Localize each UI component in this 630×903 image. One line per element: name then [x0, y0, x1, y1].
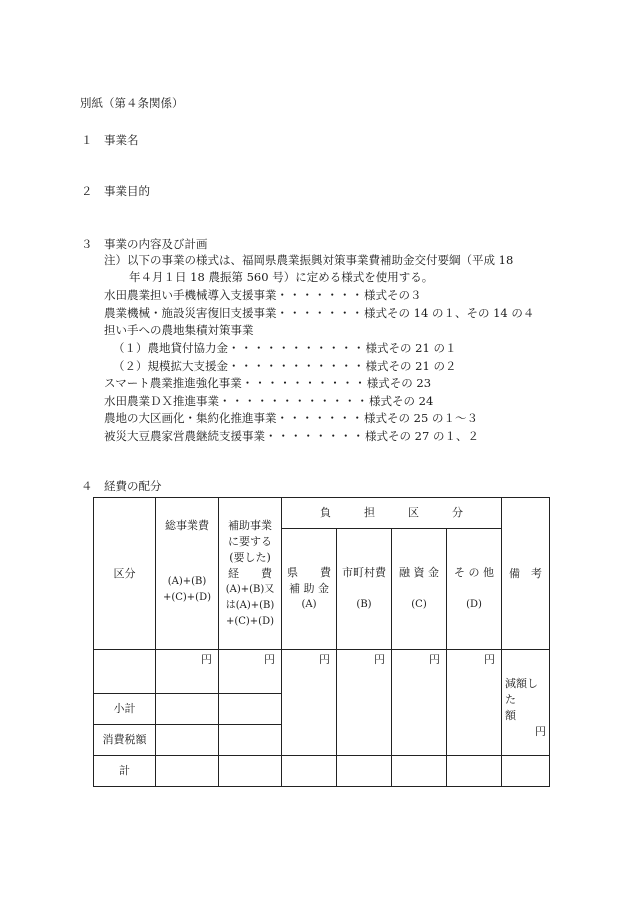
header-pref-line2: 補 助 金 — [289, 582, 329, 595]
list-item — [104, 392, 433, 410]
leader-dots: ・・・・・・・・・・ — [241, 376, 367, 390]
row-tax-label: 消費税額 — [94, 725, 156, 756]
remarks-yen: 円 — [535, 725, 546, 738]
item-form: 様式その 27 の１、２ — [365, 429, 479, 443]
leader-dots: ・・・・・・・・・・・ — [228, 359, 366, 373]
header-subsidy-cost — [219, 498, 282, 650]
item-form: 様式その 14 の１、その 14 の４ — [364, 306, 535, 320]
cell-grand-city — [337, 756, 392, 787]
header-other-line2: (D) — [466, 599, 482, 610]
section-4-label: 経費の配分 — [104, 479, 162, 493]
list-item — [104, 427, 479, 445]
cell-other-yen: 円 — [447, 650, 502, 756]
item-label: 担い手への農地集積対策事業 — [104, 323, 254, 337]
leader-dots: ・・・・・・・ — [276, 306, 364, 320]
item-label: 被災大豆農家営農継続支援事業 — [104, 429, 265, 443]
item-form: 様式その３ — [364, 288, 422, 302]
section-3-label: 事業の内容及び計画 — [104, 237, 208, 251]
note-line-1: 注）以下の事業の様式は、福岡県農業振興対策事業費補助金交付要綱（平成 18 — [104, 253, 514, 267]
item-label: 農業機械・施設災害復旧支援事業 — [104, 306, 277, 320]
cost-allocation-table — [93, 497, 550, 787]
header-loan-line1: 融 資 金 — [399, 566, 439, 579]
header-sub-line5: (A)+(B)又 — [225, 584, 275, 595]
header-city-line2: (B) — [356, 599, 372, 610]
section-1-label: 事業名 — [104, 133, 139, 147]
header-city-line1: 市町村費 — [342, 566, 386, 579]
header-pref-line1: 県 費 — [287, 566, 331, 579]
remarks-line1: 減額した — [505, 677, 538, 706]
item-label: 農地の大区画化・集約化推進事業 — [104, 411, 277, 425]
page-title: 別紙（第４条関係） — [80, 96, 184, 110]
cell-grand-loan — [392, 756, 447, 787]
header-total-line3: +(C)+(D) — [162, 592, 212, 603]
cell-grand-other — [447, 756, 502, 787]
cell-city-yen: 円 — [337, 650, 392, 756]
header-loan — [392, 529, 447, 650]
list-item — [104, 321, 254, 339]
list-item — [113, 339, 456, 357]
cell-grand-total — [156, 756, 219, 787]
header-sub-line7: +(C)+(D) — [225, 616, 275, 627]
cell-subtotal-total — [156, 694, 219, 725]
list-item — [104, 304, 534, 322]
header-prefecture — [282, 529, 337, 650]
header-sub-line2: に要する — [228, 535, 272, 548]
cell-loan-yen: 円 — [392, 650, 447, 756]
cell-subsidy-yen: 円 — [219, 650, 282, 694]
header-sub-line3: (要した) — [229, 551, 271, 564]
item-form: 様式その 24 — [369, 394, 434, 408]
cell-subtotal-subsidy — [219, 694, 282, 725]
cell-tax-subsidy — [219, 725, 282, 756]
item-label: （１）農地貸付協力金 — [113, 341, 228, 355]
section-2-number: ２ — [81, 184, 93, 198]
item-form: 様式その 25 の１～３ — [364, 411, 478, 425]
leader-dots: ・・・・・・・ — [276, 411, 364, 425]
header-municipality — [337, 529, 392, 650]
leader-dots: ・・・・・・・・ — [265, 429, 365, 443]
list-item — [104, 374, 431, 392]
item-label: 水田農業担い手機械導入支援事業 — [104, 288, 277, 302]
item-form: 様式その 21 の１ — [365, 341, 457, 355]
cell-grand-subsidy — [219, 756, 282, 787]
header-loan-line2: (C) — [411, 599, 427, 610]
note-line-2: 年４月１日 18 農振第 560 号）に定める様式を使用する。 — [129, 270, 434, 284]
cell-grand-pref — [282, 756, 337, 787]
list-item — [104, 286, 422, 304]
header-total-cost — [156, 498, 219, 650]
section-3-number: ３ — [81, 237, 93, 251]
header-kubun: 区分 — [94, 498, 156, 650]
header-total-line1: 総事業費 — [165, 519, 209, 532]
header-total-line2: (A)+(B) — [167, 576, 207, 587]
leader-dots: ・・・・・・・・・・・・ — [219, 394, 369, 408]
list-item — [104, 409, 478, 427]
header-other — [447, 529, 502, 650]
header-other-line1: そ の 他 — [454, 566, 494, 579]
leader-dots: ・・・・・・・ — [276, 288, 364, 302]
remarks-line2: 額 — [505, 709, 516, 722]
cell-grand-remarks — [502, 756, 550, 787]
row-total-label: 計 — [94, 756, 156, 787]
header-sub-line4: 経 費 — [228, 567, 272, 580]
item-label: （２）規模拡大支援金 — [113, 359, 228, 373]
row-subtotal-label: 小計 — [94, 694, 156, 725]
leader-dots: ・・・・・・・・・・・ — [228, 341, 366, 355]
list-item — [113, 357, 456, 375]
header-sub-line6: は(A)+(B) — [225, 600, 275, 611]
item-form: 様式その 21 の２ — [365, 359, 457, 373]
header-sub-line1: 補助事業 — [228, 519, 272, 532]
cell-tax-total — [156, 725, 219, 756]
header-remarks: 備 考 — [502, 498, 550, 650]
header-pref-line3: (A) — [301, 599, 317, 610]
cell-remarks — [502, 650, 550, 756]
section-1-number: １ — [81, 133, 93, 147]
cell-total-yen: 円 — [156, 650, 219, 694]
item-label: スマート農業推進強化事業 — [104, 376, 242, 390]
cell-pref-yen: 円 — [282, 650, 337, 756]
item-form: 様式その 23 — [366, 376, 432, 390]
section-2-label: 事業目的 — [104, 184, 150, 198]
header-burden: 負 担 区 分 — [282, 498, 502, 529]
row-main-label — [94, 650, 156, 694]
section-4-number: ４ — [81, 479, 93, 493]
item-label: 水田農業ＤＸ推進事業 — [104, 394, 219, 408]
